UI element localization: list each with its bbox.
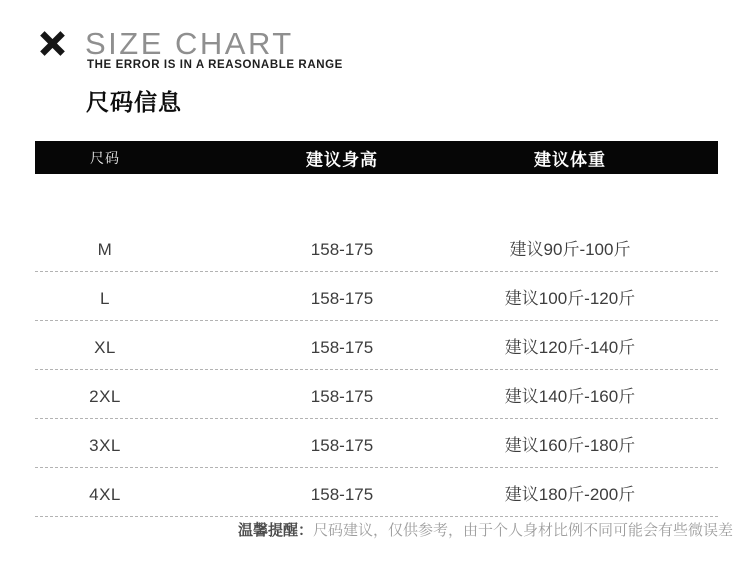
table-row <box>35 272 718 321</box>
table-row <box>35 321 718 370</box>
size-cell: XL <box>94 338 116 357</box>
size-cell: 3XL <box>89 436 121 455</box>
x-mark-icon <box>39 30 66 57</box>
table-header <box>35 141 718 174</box>
page-subtitle: THE ERROR IS IN A REASONABLE RANGE <box>87 59 343 71</box>
footnote-text: 尺码建议，仅供参考，由于个人身材比例不同可能会有些微误差 <box>312 522 733 539</box>
height-cell: 158-175 <box>310 240 374 259</box>
weight-cell: 建议160斤-180斤 <box>504 436 636 455</box>
section-title: 尺码信息 <box>86 89 182 115</box>
weight-cell: 建议120斤-140斤 <box>504 338 636 357</box>
weight-cell: 建议90斤-100斤 <box>509 240 631 259</box>
page-title: SIZE CHART <box>85 26 294 61</box>
footnote <box>35 521 733 541</box>
size-table <box>35 141 718 517</box>
footnote-label: 温馨提醒： <box>237 522 313 539</box>
column-header-size: 尺码 <box>90 149 120 166</box>
height-cell: 158-175 <box>310 485 374 504</box>
size-cell: M <box>97 240 113 259</box>
weight-cell: 建议180斤-200斤 <box>504 485 636 504</box>
size-cell: 4XL <box>89 485 121 504</box>
height-cell: 158-175 <box>310 289 374 308</box>
weight-cell: 建议140斤-160斤 <box>504 387 636 406</box>
height-cell: 158-175 <box>310 387 374 406</box>
column-header-height: 建议身高 <box>306 150 378 169</box>
size-cell: 2XL <box>89 387 121 406</box>
height-cell: 158-175 <box>310 338 374 357</box>
column-header-weight: 建议体重 <box>534 150 606 169</box>
table-row <box>35 370 718 419</box>
table-row <box>35 419 718 468</box>
table-row <box>35 174 718 272</box>
weight-cell: 建议100斤-120斤 <box>504 289 636 308</box>
table-row <box>35 468 718 517</box>
size-cell: L <box>100 289 110 308</box>
height-cell: 158-175 <box>310 436 374 455</box>
